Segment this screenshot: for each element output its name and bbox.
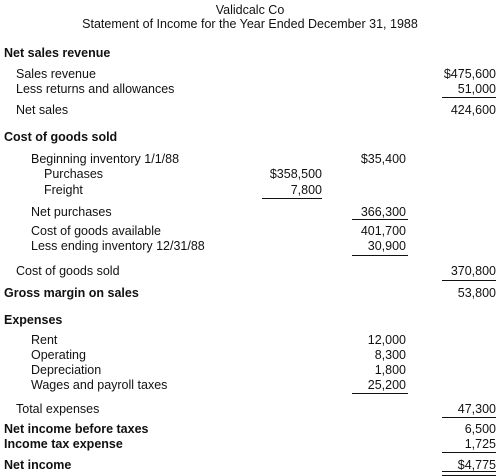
sales-revenue-label: Sales revenue <box>16 67 96 81</box>
expense-value: 12,000 <box>367 333 406 347</box>
underline <box>442 97 496 98</box>
income-before-taxes-label: Net income before taxes <box>4 422 149 436</box>
goods-available-label: Cost of goods available <box>31 224 161 238</box>
underline <box>262 198 322 199</box>
purchases-label: Purchases <box>44 167 104 181</box>
income-tax-label: Income tax expense <box>4 437 123 451</box>
returns-label: Less returns and allowances <box>16 82 175 96</box>
net-income-label: Net income <box>4 458 72 472</box>
expense-label: Operating <box>31 348 86 362</box>
net-sales-label: Net sales <box>16 103 69 117</box>
sales-revenue-value: $475,600 <box>443 67 496 81</box>
ending-inventory-value: 30,900 <box>367 239 406 253</box>
net-purchases-value: 366,300 <box>360 205 406 219</box>
underline <box>352 393 408 394</box>
income-before-taxes-value: 6,500 <box>464 422 496 436</box>
net-purchases-label: Net purchases <box>31 205 112 219</box>
underline <box>442 280 496 281</box>
beginning-inventory-value: $35,400 <box>360 152 406 166</box>
freight-value: 7,800 <box>290 183 322 197</box>
total-expenses-label: Total expenses <box>16 402 100 416</box>
expense-label: Wages and payroll taxes <box>31 378 168 392</box>
expense-label: Depreciation <box>31 363 102 377</box>
returns-value: 51,000 <box>457 82 496 96</box>
purchases-value: $358,500 <box>269 167 322 181</box>
cogs-heading: Cost of goods sold <box>4 130 118 144</box>
gross-margin-value: 53,800 <box>457 286 496 300</box>
ending-inventory-label: Less ending inventory 12/31/88 <box>31 239 205 253</box>
total-expenses-value: 47,300 <box>457 402 496 416</box>
underline <box>442 417 496 418</box>
cogs-total-value: 370,800 <box>450 264 496 278</box>
net-sales-value: 424,600 <box>450 103 496 117</box>
gross-margin-label: Gross margin on sales <box>4 286 139 300</box>
beginning-inventory-label: Beginning inventory 1/1/88 <box>31 152 180 166</box>
expense-label: Rent <box>31 333 58 347</box>
statement-title: Statement of Income for the Year Ended December 31, 1988 <box>82 17 418 31</box>
underline <box>352 219 408 220</box>
freight-label: Freight <box>44 183 83 197</box>
expense-value: 1,800 <box>374 363 406 377</box>
net-sales-revenue-heading: Net sales revenue <box>4 46 111 60</box>
goods-available-value: 401,700 <box>360 224 406 238</box>
cogs-total-label: Cost of goods sold <box>16 264 120 278</box>
expense-value: 8,300 <box>374 348 406 362</box>
income-tax-value: 1,725 <box>464 437 496 451</box>
expenses-heading: Expenses <box>4 313 63 327</box>
expense-value: 25,200 <box>367 378 406 392</box>
company-name: Validcalc Co <box>215 3 285 17</box>
underline <box>352 255 408 256</box>
underline <box>442 452 496 453</box>
net-income-value: $4,775 <box>457 458 496 472</box>
